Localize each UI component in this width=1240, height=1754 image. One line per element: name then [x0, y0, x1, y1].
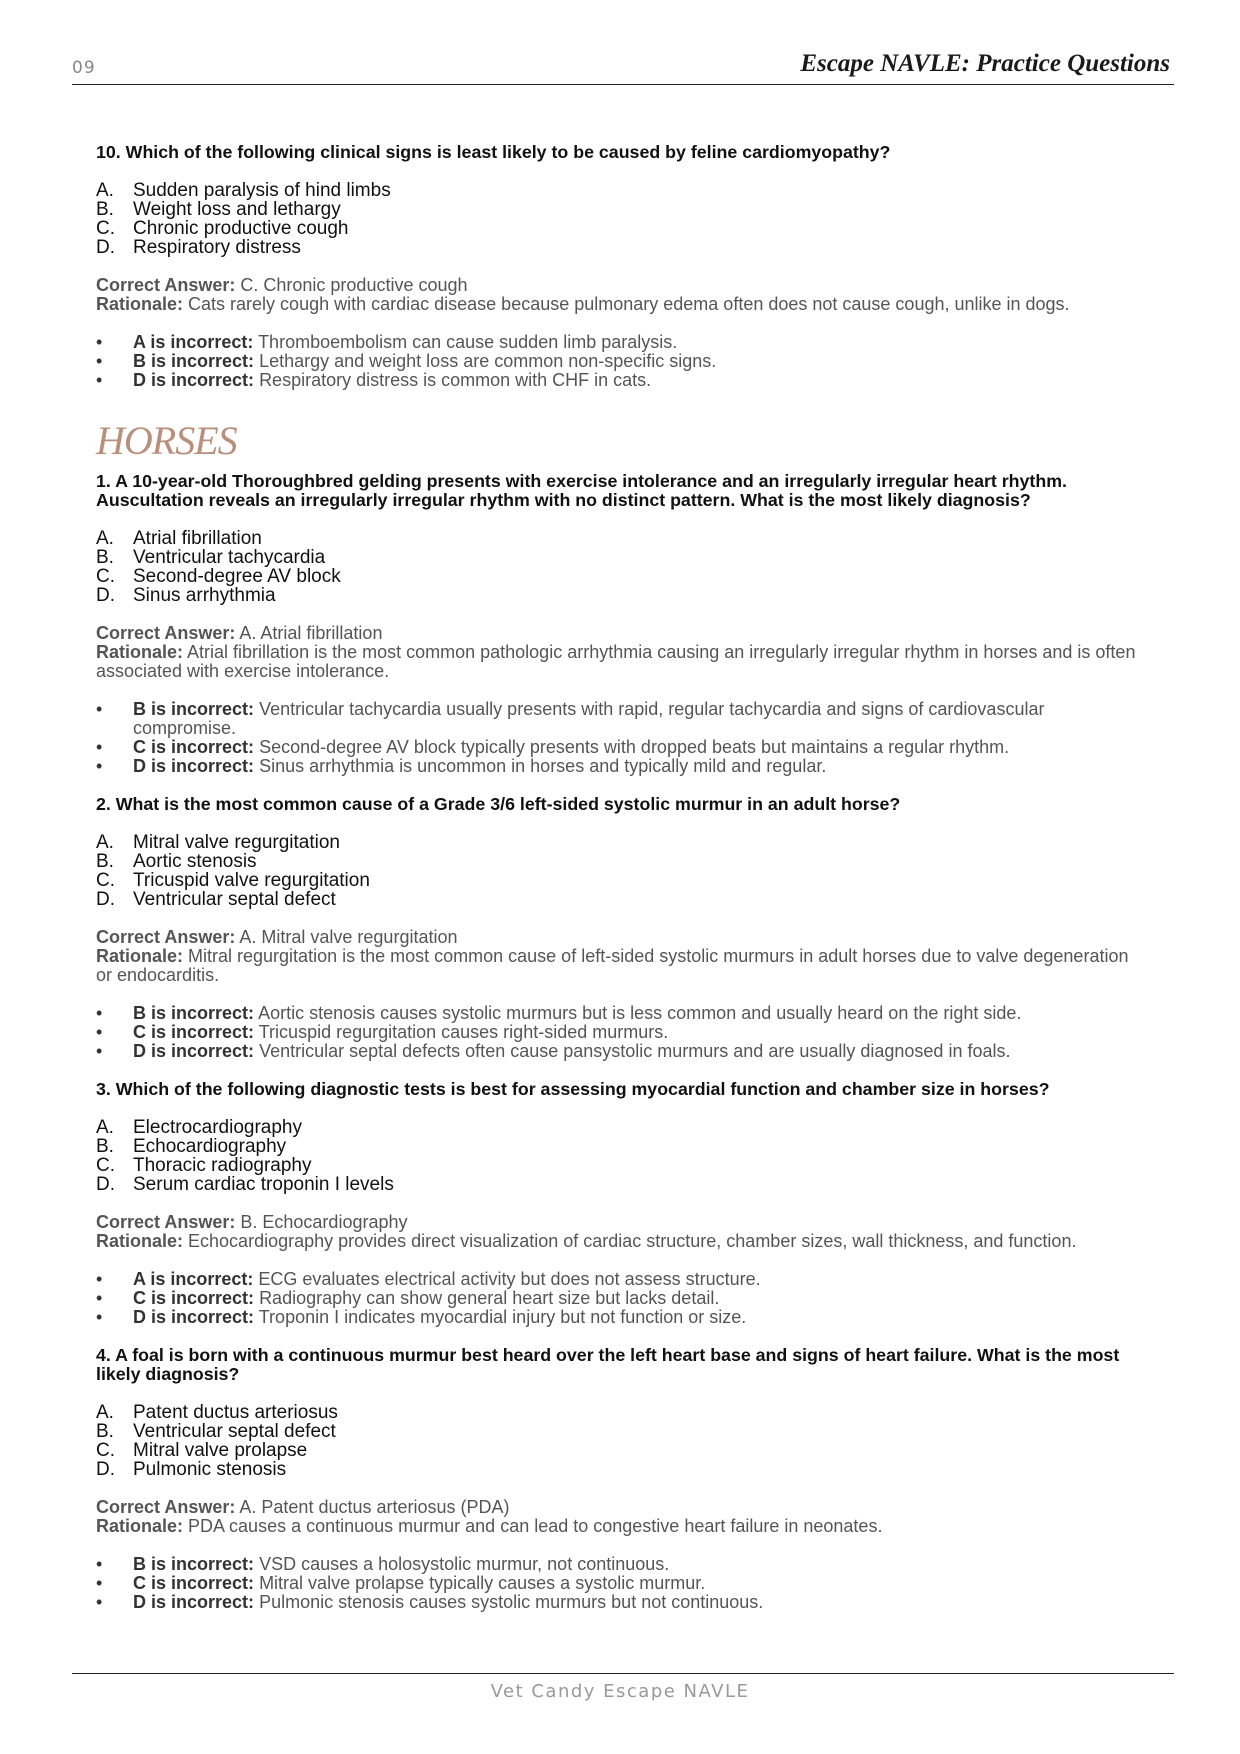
rationale-text: Cats rarely cough with cardiac disease because pulmonary edema often does not cause cough, unlike in dogs.	[188, 294, 1070, 314]
page-number: 09	[72, 58, 96, 78]
incorrect-text: Aortic stenosis causes systolic murmurs but is less common and usually heard on the right side.	[258, 1003, 1022, 1023]
page-content	[96, 143, 1146, 1612]
incorrect-reason	[96, 333, 1146, 352]
option-text: Patent ductus arteriosus	[133, 1402, 338, 1423]
option-letter: C.	[96, 1155, 115, 1176]
incorrect-label: B is incorrect:	[133, 1554, 255, 1574]
option-b	[96, 1137, 1146, 1156]
incorrect-label: B is incorrect:	[133, 699, 255, 719]
option-letter: A.	[96, 832, 114, 853]
correct-answer-value: A. Patent ductus arteriosus (PDA)	[239, 1497, 510, 1517]
option-letter: C.	[96, 566, 115, 587]
rationale	[96, 643, 1146, 681]
option-text: Mitral valve prolapse	[133, 1440, 308, 1461]
answer-options	[96, 181, 1146, 257]
option-text: Serum cardiac troponin I levels	[133, 1174, 394, 1195]
option-a	[96, 1403, 1146, 1422]
correct-answer-label: Correct Answer:	[96, 1497, 236, 1517]
option-text: Thoracic radiography	[133, 1155, 312, 1176]
option-a	[96, 529, 1146, 548]
incorrect-label: A is incorrect:	[133, 332, 254, 352]
incorrect-text: Ventricular tachycardia usually presents with rapid, regular tachycardia and signs of cardiovascular compromise.	[133, 699, 1045, 738]
rationale	[96, 1232, 1146, 1251]
incorrect-reason	[96, 1270, 1146, 1289]
incorrect-reason	[96, 352, 1146, 371]
incorrect-reason	[96, 1004, 1146, 1023]
answer-options	[96, 1403, 1146, 1479]
incorrect-text: Sinus arrhythmia is uncommon in horses and typically mild and regular.	[259, 756, 827, 776]
question-block-horse-4	[96, 1346, 1146, 1612]
incorrect-label: B is incorrect:	[133, 1003, 255, 1023]
option-text: Weight loss and lethargy	[133, 199, 341, 220]
incorrect-reason	[96, 1289, 1146, 1308]
option-letter: D.	[96, 1174, 115, 1195]
question-text: 2. What is the most common cause of a Grade 3/6 left-sided systolic murmur in an adult horse?	[96, 794, 901, 814]
question-block-horse-3	[96, 1080, 1146, 1327]
incorrect-reason	[96, 1593, 1146, 1612]
incorrect-reasons	[96, 1555, 1146, 1612]
incorrect-text: Respiratory distress is common with CHF in cats.	[259, 370, 652, 390]
incorrect-label: D is incorrect:	[133, 370, 255, 390]
option-letter: D.	[96, 585, 115, 606]
incorrect-reason	[96, 1308, 1146, 1327]
correct-answer-label: Correct Answer:	[96, 927, 236, 947]
answer-options	[96, 529, 1146, 605]
option-text: Echocardiography	[133, 1136, 287, 1157]
correct-answer-value: C. Chronic productive cough	[240, 275, 468, 295]
option-d	[96, 1460, 1146, 1479]
incorrect-reason	[96, 738, 1146, 757]
incorrect-label: D is incorrect:	[133, 756, 255, 776]
question-text: 1. A 10-year-old Thoroughbred gelding presents with exercise intolerance and an irregularly irregular heart rhythm. Auscultation reveals an irregularly irregular rhythm with no distinct pattern. What is the most likely diagnosis?	[96, 471, 1067, 510]
incorrect-reasons	[96, 1270, 1146, 1327]
option-text: Ventricular tachycardia	[133, 547, 326, 568]
option-text: Respiratory distress	[133, 237, 301, 258]
rationale-label: Rationale:	[96, 1231, 184, 1251]
correct-answer-value: A. Mitral valve regurgitation	[239, 927, 458, 947]
option-letter: D.	[96, 237, 115, 258]
option-letter: D.	[96, 1459, 115, 1480]
answer-explanation	[96, 928, 1146, 985]
option-letter: A.	[96, 528, 114, 549]
correct-answer	[96, 1498, 1146, 1517]
option-letter: B.	[96, 851, 114, 872]
correct-answer-value: B. Echocardiography	[240, 1212, 408, 1232]
option-b	[96, 548, 1146, 567]
option-c	[96, 871, 1146, 890]
option-c	[96, 1441, 1146, 1460]
option-b	[96, 200, 1146, 219]
incorrect-reason	[96, 1555, 1146, 1574]
incorrect-label: C is incorrect:	[133, 737, 255, 757]
correct-answer	[96, 1213, 1146, 1232]
option-a	[96, 1118, 1146, 1137]
rationale-text: PDA causes a continuous murmur and can lead to congestive heart failure in neonates.	[188, 1516, 883, 1536]
page-footer: Vet Candy Escape NAVLE	[490, 1681, 750, 1702]
page-header	[72, 44, 1174, 85]
option-d	[96, 1175, 1146, 1194]
incorrect-label: D is incorrect:	[133, 1041, 255, 1061]
option-text: Chronic productive cough	[133, 218, 349, 239]
incorrect-reason	[96, 700, 1146, 738]
option-letter: C.	[96, 1440, 115, 1461]
answer-explanation	[96, 1213, 1146, 1251]
correct-answer-label: Correct Answer:	[96, 275, 236, 295]
rationale-label: Rationale:	[96, 946, 184, 966]
option-letter: B.	[96, 1136, 114, 1157]
incorrect-reasons	[96, 700, 1146, 776]
option-c	[96, 1156, 1146, 1175]
correct-answer-label: Correct Answer:	[96, 623, 236, 643]
option-text: Sinus arrhythmia	[133, 585, 276, 606]
option-b	[96, 852, 1146, 871]
answer-explanation	[96, 1498, 1146, 1536]
incorrect-text: Pulmonic stenosis causes systolic murmurs but not continuous.	[259, 1592, 764, 1612]
option-letter: B.	[96, 199, 114, 220]
option-text: Pulmonic stenosis	[133, 1459, 287, 1480]
incorrect-label: C is incorrect:	[133, 1288, 255, 1308]
incorrect-text: Mitral valve prolapse typically causes a systolic murmur.	[259, 1573, 706, 1593]
option-d	[96, 238, 1146, 257]
rationale-text: Mitral regurgitation is the most common cause of left-sided systolic murmurs in adult horses due to valve degeneration or endocarditis.	[96, 946, 1129, 985]
option-c	[96, 567, 1146, 586]
rationale	[96, 947, 1146, 985]
answer-explanation	[96, 624, 1146, 681]
incorrect-reasons	[96, 1004, 1146, 1061]
incorrect-text: Lethargy and weight loss are common non-specific signs.	[259, 351, 717, 371]
option-letter: C.	[96, 218, 115, 239]
rationale-label: Rationale:	[96, 294, 184, 314]
option-text: Second-degree AV block	[133, 566, 341, 587]
option-c	[96, 219, 1146, 238]
option-d	[96, 890, 1146, 909]
incorrect-reason	[96, 371, 1146, 390]
correct-answer	[96, 276, 1146, 295]
incorrect-text: Radiography can show general heart size but lacks detail.	[259, 1288, 720, 1308]
option-letter: A.	[96, 1117, 114, 1138]
option-a	[96, 181, 1146, 200]
incorrect-reason	[96, 1042, 1146, 1061]
option-text: Aortic stenosis	[133, 851, 257, 872]
incorrect-label: A is incorrect:	[133, 1269, 254, 1289]
correct-answer	[96, 624, 1146, 643]
option-letter: B.	[96, 1421, 114, 1442]
option-a	[96, 833, 1146, 852]
incorrect-reason	[96, 1574, 1146, 1593]
option-b	[96, 1422, 1146, 1441]
option-text: Atrial fibrillation	[133, 528, 262, 549]
incorrect-label: B is incorrect:	[133, 351, 255, 371]
rationale-text: Echocardiography provides direct visualization of cardiac structure, chamber sizes, wall thickness, and function.	[188, 1231, 1077, 1251]
footer-divider	[72, 1673, 1174, 1674]
answer-explanation	[96, 276, 1146, 314]
incorrect-label: D is incorrect:	[133, 1307, 255, 1327]
option-text: Sudden paralysis of hind limbs	[133, 180, 391, 201]
incorrect-label: D is incorrect:	[133, 1592, 255, 1612]
answer-options	[96, 833, 1146, 909]
option-letter: D.	[96, 889, 115, 910]
incorrect-reason	[96, 757, 1146, 776]
incorrect-reasons	[96, 333, 1146, 390]
correct-answer-label: Correct Answer:	[96, 1212, 236, 1232]
incorrect-text: ECG evaluates electrical activity but does not assess structure.	[258, 1269, 761, 1289]
option-letter: A.	[96, 180, 114, 201]
correct-answer	[96, 928, 1146, 947]
question-block-horse-1	[96, 472, 1146, 776]
option-letter: A.	[96, 1402, 114, 1423]
option-text: Tricuspid valve regurgitation	[133, 870, 370, 891]
incorrect-label: C is incorrect:	[133, 1022, 255, 1042]
option-text: Electrocardiography	[133, 1117, 302, 1138]
question-text: 3. Which of the following diagnostic tests is best for assessing myocardial function and chamber size in horses?	[96, 1079, 1050, 1099]
question-block-horse-2	[96, 795, 1146, 1061]
incorrect-text: Tricuspid regurgitation causes right-sided murmurs.	[258, 1022, 669, 1042]
question-text: 4. A foal is born with a continuous murmur best heard over the left heart base and signs of heart failure. What is the most likely diagnosis?	[96, 1345, 1120, 1384]
rationale-text: Atrial fibrillation is the most common pathologic arrhythmia causing an irregularly irregular rhythm in horses and is often associated with exercise intolerance.	[96, 642, 1136, 681]
question-block-cat-10	[96, 143, 1146, 390]
incorrect-text: Ventricular septal defects often cause pansystolic murmurs and are usually diagnosed in foals.	[259, 1041, 1011, 1061]
option-text: Ventricular septal defect	[133, 1421, 336, 1442]
rationale	[96, 295, 1146, 314]
rationale-label: Rationale:	[96, 1516, 184, 1536]
option-letter: C.	[96, 870, 115, 891]
option-d	[96, 586, 1146, 605]
incorrect-text: VSD causes a holosystolic murmur, not continuous.	[259, 1554, 670, 1574]
incorrect-reason	[96, 1023, 1146, 1042]
question-text: 10. Which of the following clinical signs is least likely to be caused by feline cardiomyopathy?	[96, 142, 891, 162]
rationale-label: Rationale:	[96, 642, 184, 662]
incorrect-text: Troponin I indicates myocardial injury but not function or size.	[258, 1307, 747, 1327]
incorrect-text: Second-degree AV block typically presents with dropped beats but maintains a regular rhythm.	[259, 737, 1010, 757]
option-letter: B.	[96, 547, 114, 568]
correct-answer-value: A. Atrial fibrillation	[239, 623, 383, 643]
section-heading-horses: HORSES	[96, 418, 237, 463]
rationale	[96, 1517, 1146, 1536]
incorrect-label: C is incorrect:	[133, 1573, 255, 1593]
document-title: Escape NAVLE: Practice Questions	[800, 50, 1170, 77]
incorrect-text: Thromboembolism can cause sudden limb paralysis.	[258, 332, 678, 352]
answer-options	[96, 1118, 1146, 1194]
option-text: Ventricular septal defect	[133, 889, 336, 910]
option-text: Mitral valve regurgitation	[133, 832, 340, 853]
